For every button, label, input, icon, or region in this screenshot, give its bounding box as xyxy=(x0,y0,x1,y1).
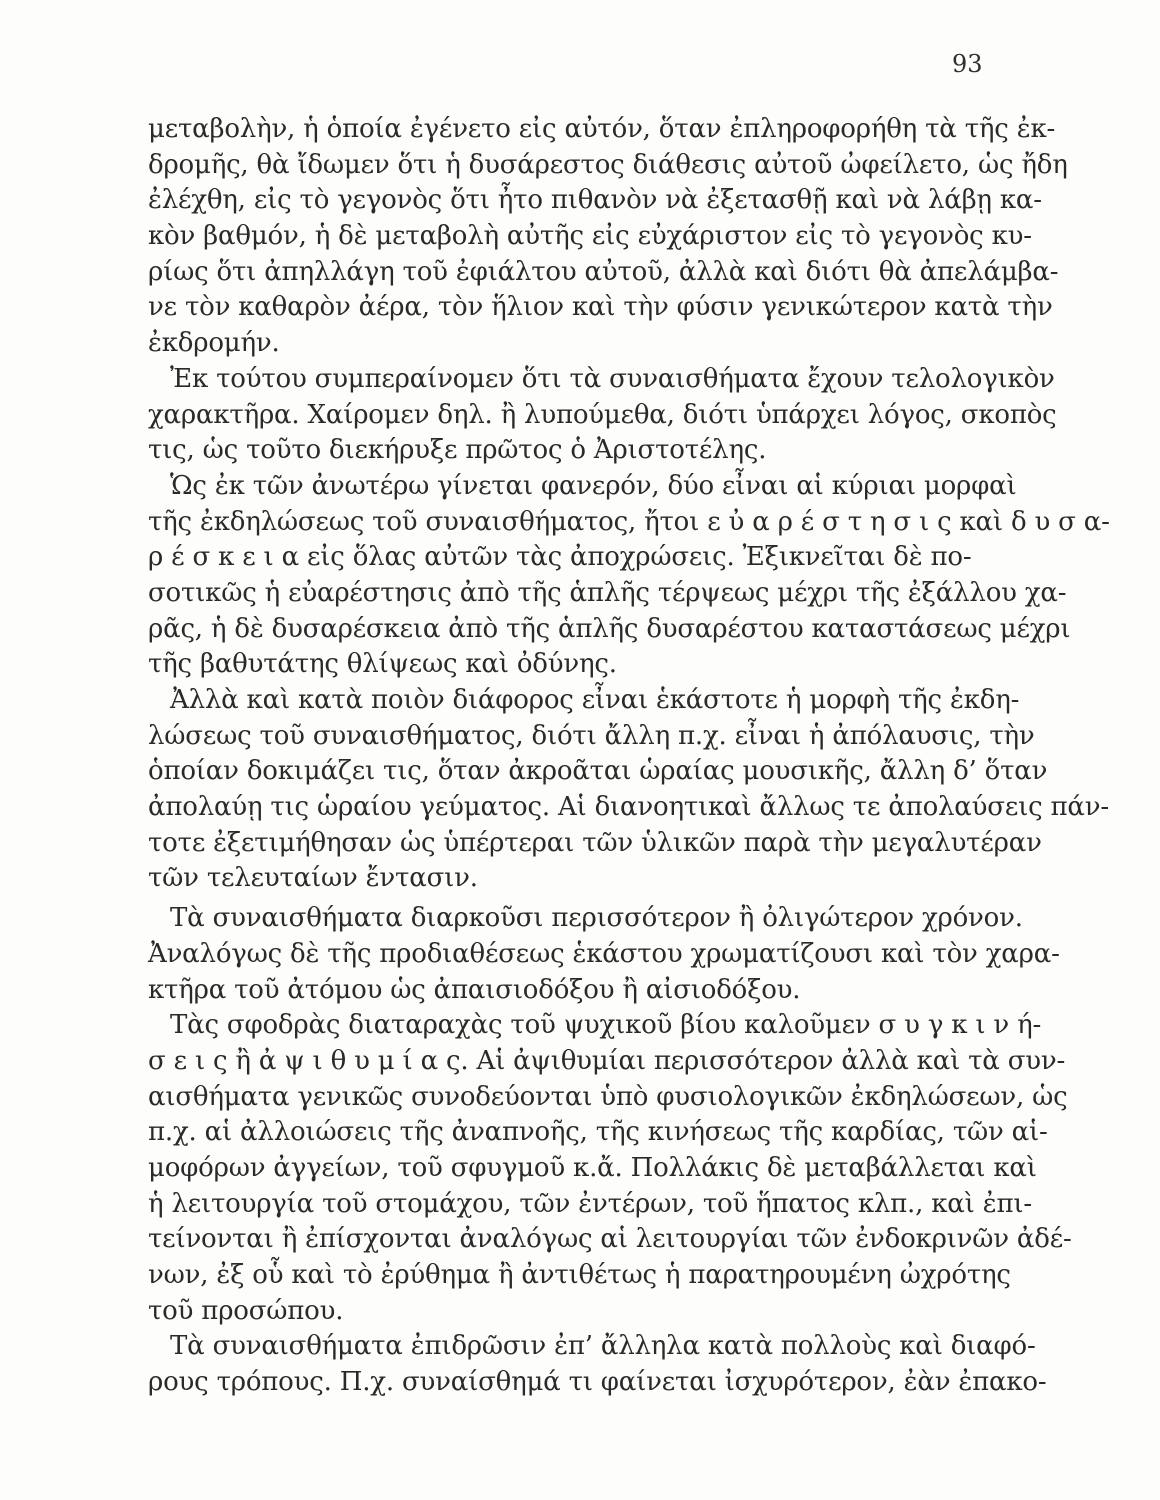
body-text xyxy=(148,112,1110,1401)
text-line: χαρακτῆρα. Χαίρομεν δηλ. ἢ λυπούμεθα, διότι ὑπάρχει λόγος, σκοπὸς xyxy=(148,399,1057,430)
text-line: κτῆρα τοῦ ἀτόμου ὡς ἀπαισιοδόξου ἢ αἰσιοδόξου. xyxy=(148,974,801,1005)
text-line: τῆς ἐκδηλώσεως τοῦ συναισθήματος, ἤτοι ε ὐ α ρ έ σ τ η σ ι ς καὶ δ υ σ α- xyxy=(148,506,1110,537)
text-line: ἐλέχθη, εἰς τὸ γεγονὸς ὅτι ἦτο πιθανὸν νὰ ἐξετασθῇ καὶ νὰ λάβῃ κα- xyxy=(148,185,1042,216)
paragraph-start-line: Τὰ συναισθήματα ἐπιδρῶσιν ἐπ’ ἄλληλα κατὰ πολλοὺς καὶ διαφό- xyxy=(170,1331,1036,1362)
text-line: τοτε ἐξετιμήθησαν ὡς ὑπέρτεραι τῶν ὑλικῶν παρὰ τὴν μεγαλυτέραν xyxy=(148,827,1042,858)
paragraph-start-line: Ὡς ἐκ τῶν ἀνωτέρω γίνεται φανερόν, δύο εἶναι αἱ κύριαι μορφαὶ xyxy=(170,470,1017,501)
text-line: δρομῆς, θὰ ἴδωμεν ὅτι ἡ δυσάρεστος διάθεσις αὐτοῦ ὠφείλετο, ὡς ἤδη xyxy=(148,149,1068,180)
paragraph-start-line: Τὰς σφοδρὰς διαταραχὰς τοῦ ψυχικοῦ βίου καλοῦμεν σ υ γ κ ι ν ή- xyxy=(170,1010,1042,1041)
text-line: λώσεως τοῦ συναισθήματος, διότι ἄλλη π.χ. εἶναι ἡ ἀπόλαυσις, τὴν xyxy=(148,720,1035,751)
paragraph-start-line: Ἐκ τούτου συμπεραίνομεν ὅτι τὰ συναισθήματα ἔχουν τελολογικὸν xyxy=(170,363,1055,394)
text-line: ρους τρόπους. Π.χ. συναίσθημά τι φαίνεται ἰσχυρότερον, ἐὰν ἐπακο- xyxy=(148,1367,1047,1398)
text-line: τοῦ προσώπου. xyxy=(148,1295,344,1326)
text-line: ρίως ὅτι ἀπηλλάγη τοῦ ἐφιάλτου αὐτοῦ, ἀλλὰ καὶ διότι θὰ ἀπελάμβα- xyxy=(148,256,1059,287)
text-line: ἡ λειτουργία τοῦ στομάχου, τῶν ἐντέρων, τοῦ ἥπατος κλπ., καὶ ἐπι- xyxy=(148,1188,1032,1219)
paragraph-start-line: Ἀλλὰ καὶ κατὰ ποιὸν διάφορος εἶναι ἑκάστοτε ἡ μορφὴ τῆς ἐκδη- xyxy=(170,685,1020,715)
text-line: τῆς βαθυτάτης θλίψεως καὶ ὀδύνης. xyxy=(148,649,617,680)
text-line: π.χ. αἱ ἀλλοιώσεις τῆς ἀναπνοῆς, τῆς κινήσεως τῆς καρδίας, τῶν αἱ- xyxy=(148,1117,1048,1148)
paragraph-start-line: Τὰ συναισθήματα διαρκοῦσι περισσότερον ἢ ὀλιγώτερον χρόνον. xyxy=(170,903,1023,934)
text-line: μεταβολὴν, ἡ ὁποία ἐγένετο εἰς αὐτόν, ὅταν ἐπληροφορήθη τὰ τῆς ἐκ- xyxy=(148,114,1056,144)
text-line: ἀπολαύῃ τις ὡραίου γεύματος. Αἱ διανοητικαὶ ἄλλως τε ἀπολαύσεις πάν- xyxy=(148,792,1109,823)
text-line: σοτικῶς ἡ εὐαρέστησις ἀπὸ τῆς ἁπλῆς τέρψεως μέχρι τῆς ἐξάλλου χα- xyxy=(148,577,1067,608)
text-line: αισθήματα γενικῶς συνοδεύονται ὑπὸ φυσιολογικῶν ἐκδηλώσεων, ὡς xyxy=(148,1081,1068,1112)
text-line: κὸν βαθμόν, ἡ δὲ μεταβολὴ αὐτῆς εἰς εὐχάριστον εἰς τὸ γεγονὸς κυ- xyxy=(148,221,1032,252)
text-line: ρᾶς, ἡ δὲ δυσαρέσκεια ἀπὸ τῆς ἁπλῆς δυσαρέστου καταστάσεως μέχρι xyxy=(148,613,1071,644)
text-line: νων, ἐξ οὗ καὶ τὸ ἐρύθημα ἢ ἀντιθέτως ἡ παρατηρουμένη ὠχρότης xyxy=(148,1260,1011,1290)
text-line: μοφόρων ἀγγείων, τοῦ σφυγμοῦ κ.ἄ. Πολλάκις δὲ μεταβάλλεται καὶ xyxy=(148,1152,1037,1183)
text-line: ρ έ σ κ ε ι α εἰς ὅλας αὐτῶν τὰς ἀποχρώσεις. Ἐξικνεῖται δὲ πο- xyxy=(148,542,972,573)
text-line: τις, ὡς τοῦτο διεκήρυξε πρῶτος ὁ Ἀριστοτέλης. xyxy=(148,435,767,466)
text-line: νε τὸν καθαρὸν ἀέρα, τὸν ἥλιον καὶ τὴν φύσιν γενικώτερον κατὰ τὴν xyxy=(148,292,1053,323)
text-line: σ ε ι ς ἢ ἀ ψ ι θ υ μ ί α ς. Αἱ ἀψιθυμίαι περισσότερον ἀλλὰ καὶ τὰ συν- xyxy=(148,1045,1066,1076)
text-line: τῶν τελευταίων ἔντασιν. xyxy=(148,863,478,894)
text-line: Ἀναλόγως δὲ τῆς προδιαθέσεως ἑκάστου χρωματίζουσι καὶ τὸν χαρα- xyxy=(148,938,1060,969)
text-line: ἐκδρομήν. xyxy=(148,328,280,359)
text-line: ὁποίαν δοκιμάζει τις, ὅταν ἀκροᾶται ὡραίας μουσικῆς, ἄλλη δ’ ὅταν xyxy=(148,756,1048,787)
text-line: τείνονται ἢ ἐπίσχονται ἀναλόγως αἱ λειτουργίαι τῶν ἐνδοκρινῶν ἀδέ- xyxy=(148,1224,1072,1255)
page-number: 93 xyxy=(952,50,983,78)
